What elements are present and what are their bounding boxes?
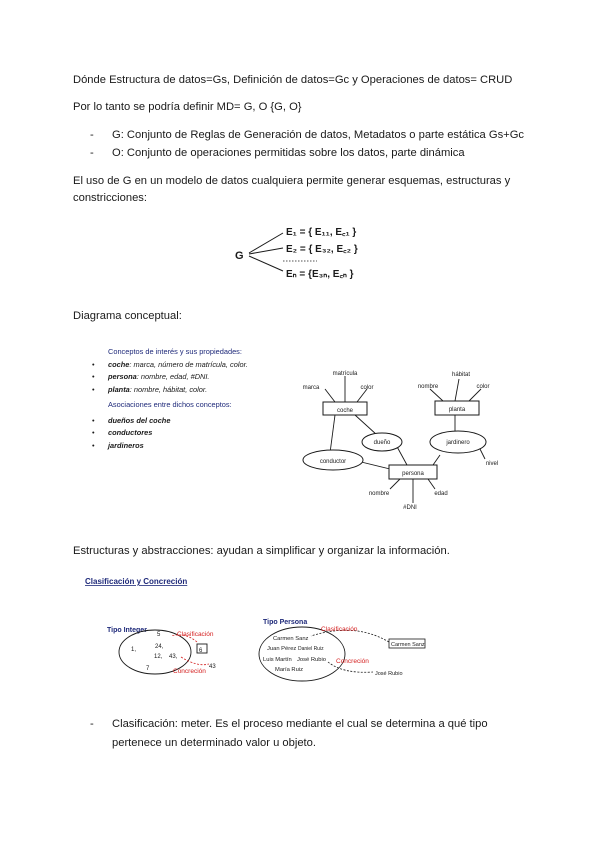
arrow-e2 (249, 248, 283, 254)
person-box-value: Carmen Sanz (391, 642, 425, 648)
formula-en: Eₙ = {E₃ₙ, E꜀ₙ } (286, 269, 354, 280)
int-value: 5 (157, 632, 161, 638)
tipo-persona-label: Tipo Persona (263, 619, 308, 626)
label-dueno: dueño (373, 440, 391, 446)
int-value: 43, (169, 654, 178, 660)
attr-matricula: matrícula (332, 371, 358, 377)
formula-e2: E₂ = { E₃₂, E꜀₂ } (286, 244, 358, 255)
attr-nombre2: nombre (368, 491, 390, 497)
int-value: 7 (146, 666, 150, 672)
attr-marca: marca (302, 385, 320, 391)
bullet-g (90, 127, 524, 144)
label-persona: persona (402, 471, 424, 477)
label-planta: planta (448, 407, 466, 413)
bullet-o-text: O: Conjunto de operaciones permitidas sobre los datos, parte dinámica (112, 147, 465, 159)
jose-label: José Rubio (375, 671, 403, 677)
bullet-clasificacion (90, 716, 488, 733)
abstractions-title: Clasificación y Concreción (85, 577, 188, 586)
person: Juan Pérez (267, 646, 297, 652)
attr-nivel: nivel (485, 461, 499, 467)
bullet-g-text: G: Conjunto de Reglas de Generación de datos, Metadatos o parte estática Gs+Gc (112, 129, 525, 141)
val-43: 43 (209, 664, 216, 670)
paragraph-estructuras: Estructuras y abstracciones: ayudan a simplificar y organizar la información. (73, 545, 450, 557)
formula-figure (225, 215, 385, 285)
dash: - (90, 147, 94, 159)
int-value: 24, (155, 644, 164, 650)
int-value: 12, (154, 654, 163, 660)
concept-item: • persona: nombre, edad, #DNI. (92, 372, 210, 381)
label-coche: coche (336, 408, 354, 414)
assoc-item: • jardineros (92, 440, 144, 450)
assoc-item: • dueños del coche (92, 415, 171, 425)
int-box-value: 6 (199, 648, 203, 654)
attr-dni: #DNI (403, 505, 417, 511)
concepts-list (92, 346, 292, 452)
bullet-clasificacion-line1: Clasificación: meter. Es el proceso mediante el cual se determina a qué tipo (112, 718, 488, 730)
formula-e1: E₁ = { E₁₁, E꜀₁ } (286, 227, 357, 238)
er-diagram (295, 365, 510, 515)
concepts-heading: Conceptos de interés y sus propiedades: (108, 347, 242, 356)
attr-color1: color (360, 385, 374, 391)
concept-item: • planta: nombre, hábitat, color. (92, 384, 208, 394)
attr-edad: edad (434, 491, 448, 497)
attr-color2: color (476, 384, 490, 390)
dash: - (90, 718, 94, 730)
person: Luis Martín (263, 657, 292, 663)
label-conductor: conductor (319, 459, 347, 465)
attr-nombre1: nombre (417, 384, 439, 390)
arrow-en (249, 256, 283, 271)
paragraph-md: Por lo tanto se podría definir MD= G, O {G, O} (73, 101, 302, 113)
person: Carmen Sanz (273, 636, 309, 642)
paragraph-definitions: Dónde Estructura de datos=Gs, Definición de datos=Gc y Operaciones de datos= CRUD (73, 74, 513, 86)
person: Daniel Ruiz (298, 646, 324, 652)
int-value: 1, (131, 647, 137, 653)
arrow-e1 (249, 233, 283, 253)
paragraph-diagrama: Diagrama conceptual: (73, 310, 182, 322)
associations-heading: Asociaciones entre dichos conceptos: (108, 400, 232, 409)
tipo-integer-label: Tipo Integer (107, 627, 147, 634)
assoc-item: • conductores (92, 428, 153, 437)
concr2-label: Concreción (336, 658, 369, 665)
abstractions-figure (85, 572, 485, 687)
paragraph-uso-g: El uso de G en un modelo de datos cualquiera permite generar esquemas, estructuras y constricciones: (73, 175, 511, 204)
concept-item: • coche: marca, número de matrícula, color. (92, 359, 248, 369)
concr1-label: Concreción (173, 668, 206, 675)
formula-g: G (235, 250, 244, 262)
bullet-o (90, 145, 465, 162)
person: José Rubio (297, 657, 327, 663)
person: María Ruiz (275, 667, 304, 673)
attr-habitat: hábitat (451, 372, 471, 378)
bullet-clasificacion-line2: pertenece un determinado valor u objeto. (112, 737, 316, 749)
clasif1-label: Clasificación (177, 631, 214, 638)
label-jardinero: jardinero (446, 440, 470, 446)
clasif2-label: Clasificación (321, 626, 358, 633)
dash: - (90, 129, 94, 141)
